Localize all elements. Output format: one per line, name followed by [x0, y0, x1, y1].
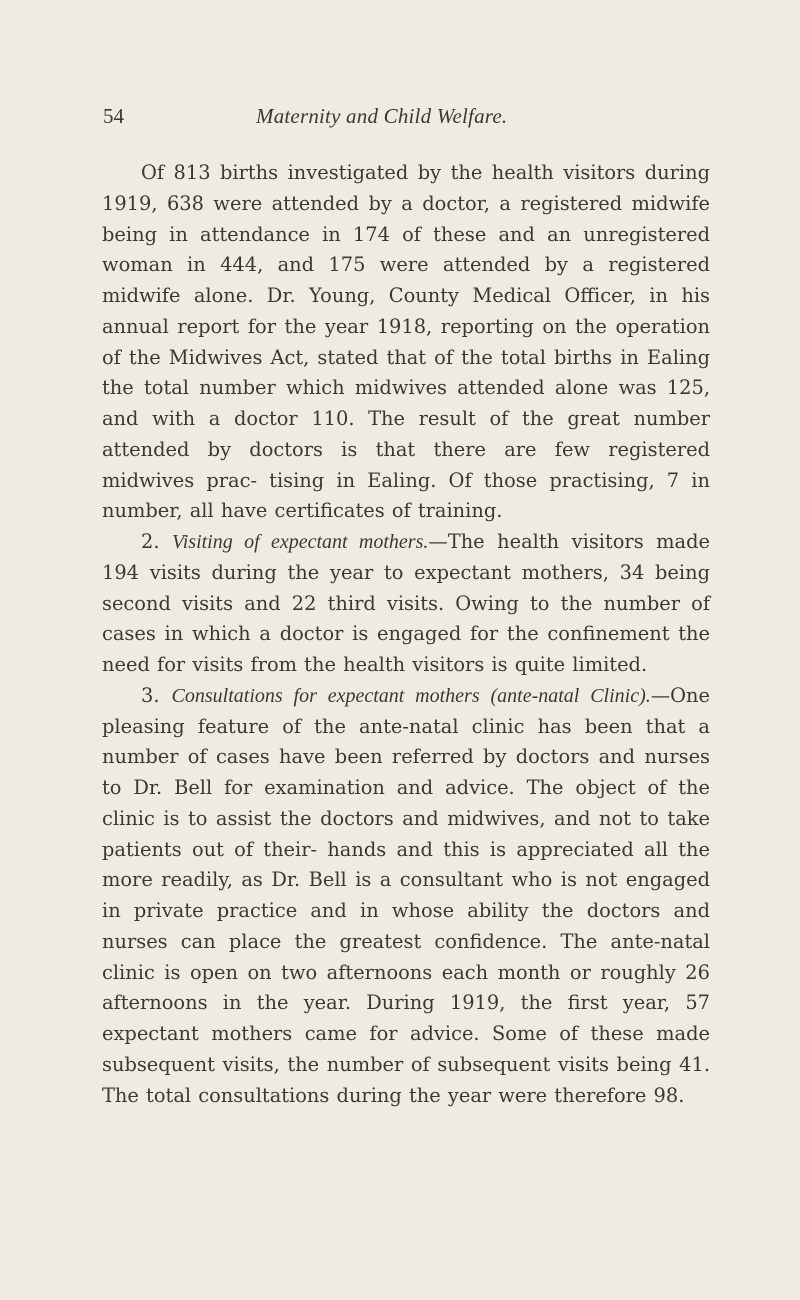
section-number: 3.: [141, 683, 172, 707]
paragraph-ante-natal-clinic: [102, 681, 710, 1112]
section-heading: Visiting of expectant mothers.: [172, 531, 429, 553]
paragraph-text: —The health visitors made 194 visits during the year to expectant mothers, 34 being second visits and 22 third visits. Owing to the number of cases in which a doctor is engaged for the confinement the need for visits from the health visitors is quite limited.: [102, 530, 710, 676]
section-number: 2.: [141, 530, 172, 553]
section-heading: Consultations for expectant mothers (ante-natal Clinic).: [171, 684, 651, 707]
running-header: [103, 104, 703, 134]
running-title: Maternity and Child Welfare.: [256, 104, 508, 128]
paragraph-text: —One pleasing feature of the ante-natal clinic has been that a number of cases have been referred by doctors and nurses to Dr. Bell for examination and advice. The object of the clinic is to assist the doctors and midwives, and not to take patients out of their- hands and this is appreciated all the more readily, as Dr. Bell is a consultant who is not engaged in private practice and in whose ability the doctors and nurses can place the greatest confidence. The ante-natal clinic is open on two afternoons each month or roughly 26 afternoons in the year. During 1919, the first year, 57 expectant mothers came for advice. Some of these made subsequent visits, the number of subsequent visits being 41. The total consultations during the year were therefore 98.: [102, 683, 711, 1107]
body-text: [102, 158, 710, 1111]
paragraph-visiting-expectant-mothers: [102, 527, 710, 681]
paragraph-text: Of 813 births investigated by the health visitors during 1919, 638 were attended by a doctor, a registered midwife being in attendance in 174 of these and an unregistered woman in 444, and 175 were attended by a registered midwife alone. Dr. Young, County Medical Officer, in his annual report for the year 1918, reporting on the operation of the Midwives Act, stated that of the total births in Ealing the total number which midwives attended alone was 125, and with a doctor 110. The result of the great number attended by doctors is that there are few registered midwives prac- tising in Ealing. Of those practising, 7 in number, all have certificates of training.: [102, 161, 710, 523]
page-number: 54: [103, 104, 124, 128]
paragraph-births: [102, 158, 710, 527]
